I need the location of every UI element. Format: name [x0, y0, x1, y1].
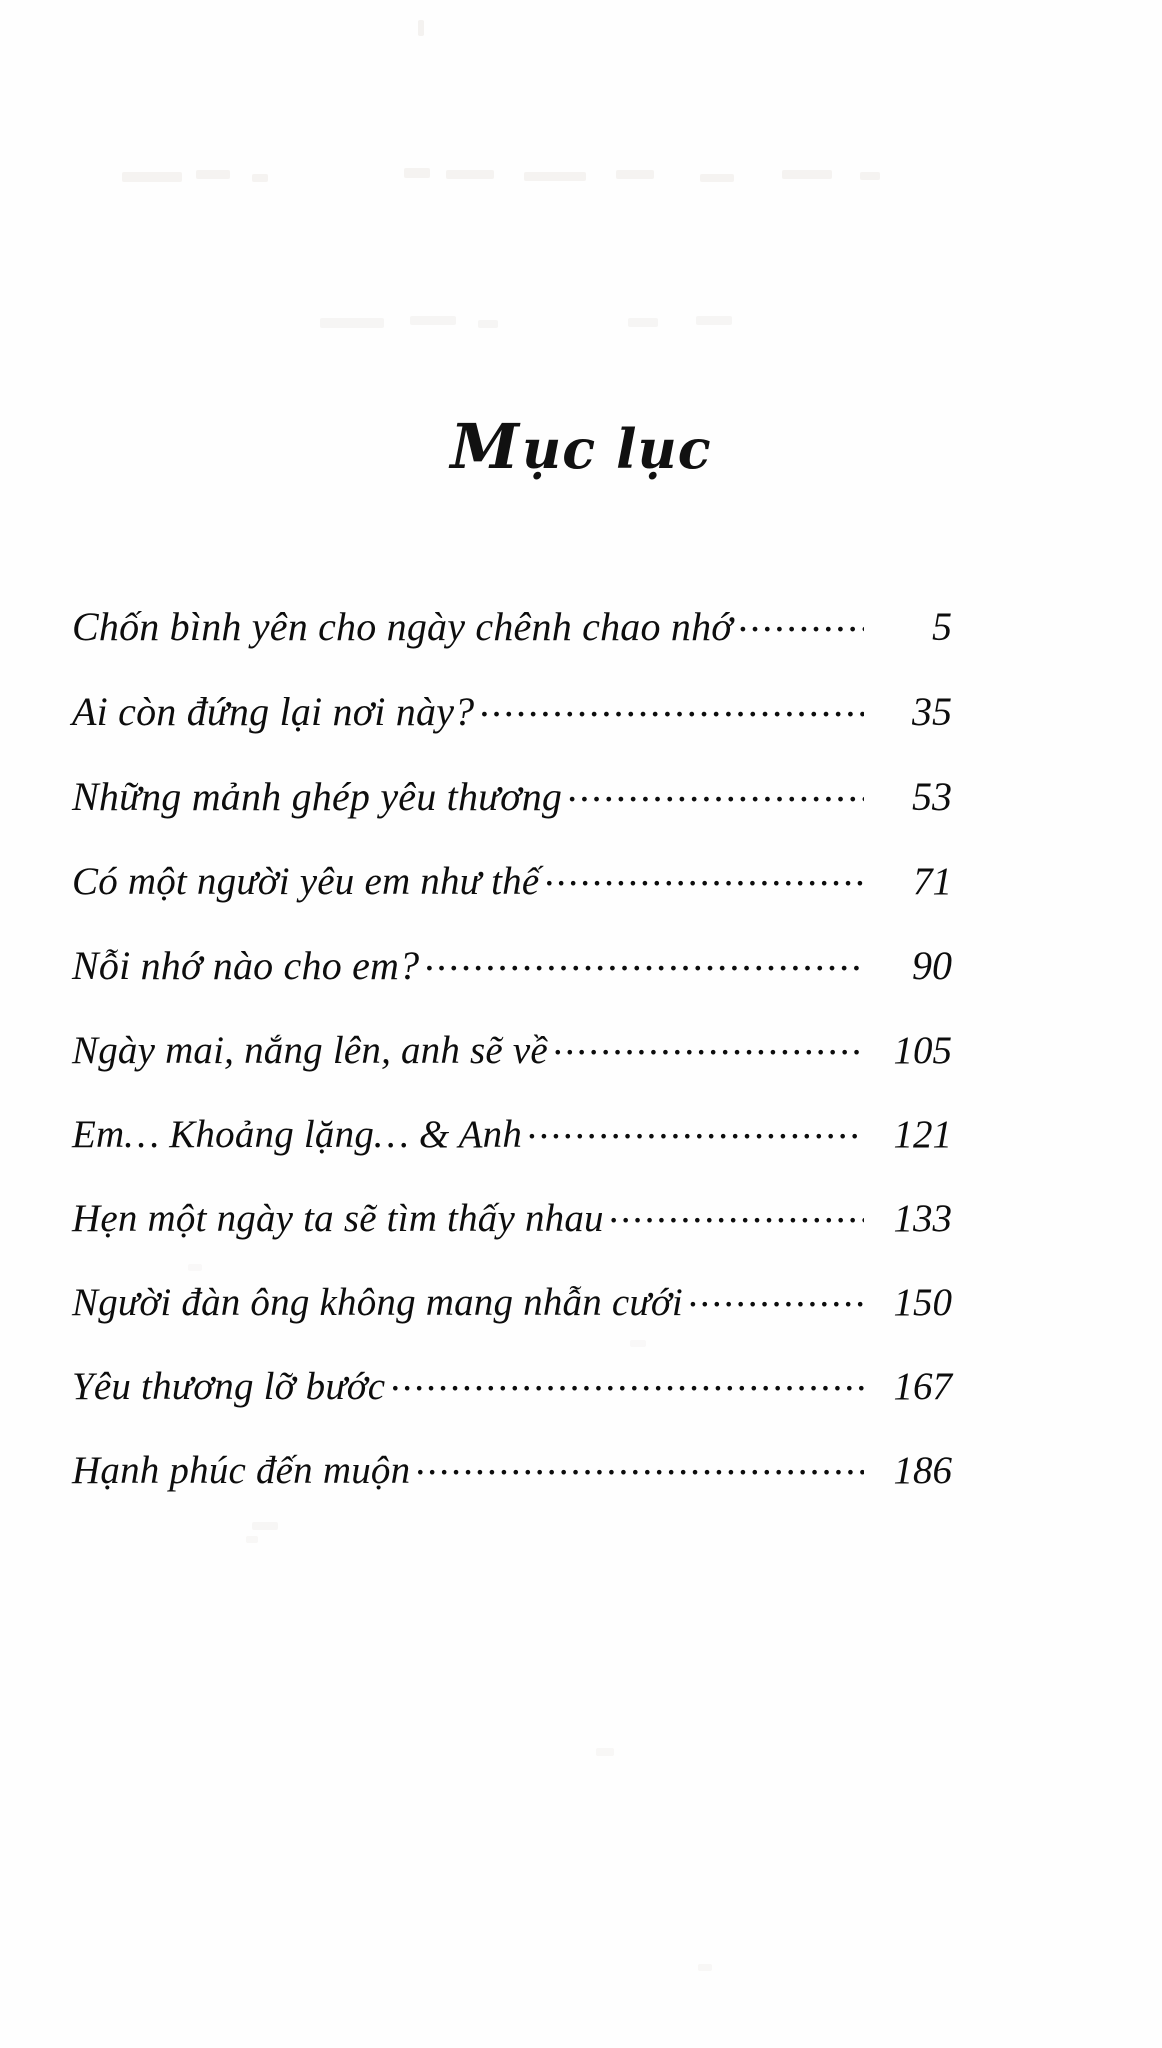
scan-artifact — [628, 318, 658, 327]
toc-entry[interactable] — [72, 1276, 952, 1322]
toc-entry-title: Yêu thương lỡ bước — [72, 1365, 386, 1408]
scan-artifact — [524, 172, 586, 181]
toc-leader-dots — [689, 1276, 864, 1315]
toc-entry[interactable] — [72, 939, 952, 986]
scan-artifact — [246, 1536, 258, 1543]
toc-entry[interactable] — [72, 1192, 952, 1238]
toc-leader-dots — [416, 1444, 864, 1483]
toc-entry[interactable] — [72, 1444, 952, 1490]
toc-entry-title: Ngày mai, nắng lên, anh sẽ về — [72, 1029, 548, 1072]
toc-entry[interactable] — [72, 770, 952, 817]
scan-artifact — [410, 316, 456, 325]
scan-artifact — [404, 168, 430, 178]
scan-artifact — [698, 1964, 712, 1971]
toc-entry-page: 105 — [893, 1029, 952, 1072]
toc-leader-dots — [545, 855, 864, 894]
toc-entry-title: Em… Khoảng lặng… & Anh — [72, 1113, 523, 1156]
scan-artifact — [860, 172, 880, 180]
page-title-initial: M — [450, 410, 521, 483]
toc-entry-page: 35 — [912, 689, 952, 734]
toc-entry[interactable] — [72, 685, 952, 732]
page-title — [0, 410, 1162, 483]
toc-leader-dots — [739, 600, 864, 640]
toc-entry-title: Nỗi nhớ nào cho em? — [72, 943, 420, 988]
toc-entry-title: Người đàn ông không mang nhẫn cưới — [72, 1281, 683, 1324]
toc-entry-title: Ai còn đứng lại nơi này? — [72, 689, 475, 734]
scan-artifact — [320, 318, 384, 328]
toc-entry-page: 71 — [913, 860, 952, 903]
toc-leader-dots — [480, 685, 864, 725]
toc-entry-page: 53 — [912, 774, 952, 819]
table-of-contents — [72, 600, 952, 1528]
scan-artifact — [122, 172, 182, 182]
toc-leader-dots — [391, 1360, 864, 1399]
scan-artifact — [418, 20, 424, 36]
toc-entry[interactable] — [72, 600, 952, 647]
toc-entry[interactable] — [72, 1024, 952, 1070]
scan-artifact — [616, 170, 654, 179]
page-title-rest: ục lục — [522, 417, 712, 481]
toc-entry-title: Hạnh phúc đến muộn — [72, 1449, 411, 1492]
toc-entry-page: 121 — [893, 1113, 952, 1156]
scan-artifact — [252, 174, 268, 182]
scan-artifact — [478, 320, 498, 328]
scan-artifact — [700, 174, 734, 182]
toc-leader-dots — [425, 939, 864, 979]
toc-entry-title: Có một người yêu em như thế — [72, 860, 540, 903]
toc-entry-page: 133 — [893, 1197, 952, 1240]
toc-entry[interactable] — [72, 1360, 952, 1406]
toc-entry-page: 167 — [893, 1365, 952, 1408]
toc-leader-dots — [610, 1192, 864, 1231]
toc-entry-page: 90 — [912, 943, 952, 988]
scan-artifact — [596, 1748, 614, 1756]
toc-entry-title: Những mảnh ghép yêu thương — [72, 774, 563, 819]
toc-entry-title: Hẹn một ngày ta sẽ tìm thấy nhau — [72, 1197, 604, 1240]
scan-artifact — [782, 170, 832, 179]
toc-entry-title: Chốn bình yên cho ngày chênh chao nhớ — [72, 604, 733, 649]
toc-entry-page: 5 — [932, 604, 952, 649]
toc-leader-dots — [568, 770, 864, 810]
toc-entry[interactable] — [72, 1108, 952, 1154]
toc-entry[interactable] — [72, 855, 952, 901]
toc-entry-page: 150 — [893, 1281, 952, 1324]
toc-leader-dots — [528, 1108, 864, 1147]
toc-leader-dots — [554, 1024, 864, 1063]
toc-entry-page: 186 — [893, 1449, 952, 1492]
scan-artifact — [696, 316, 732, 325]
scan-artifact — [446, 170, 494, 179]
scan-artifact — [196, 170, 230, 179]
